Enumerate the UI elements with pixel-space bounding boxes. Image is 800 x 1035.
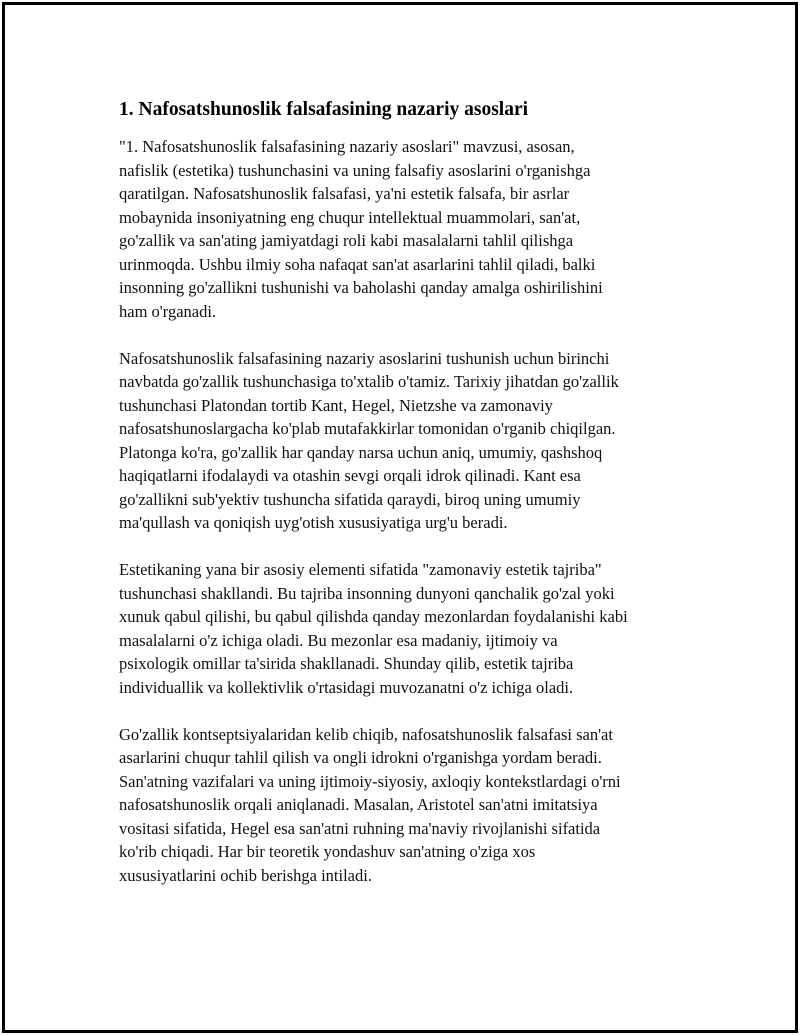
text-line: Platonga ko'ra, go'zallik har qanday narsa uchun aniq, umumiy, qashshoq xyxy=(119,442,603,462)
text-line: xususiyatlarini ochib berishga intiladi. xyxy=(119,865,372,885)
text-line: go'zallik va san'ating jamiyatdagi roli kabi masalalarni tahlil qilishga xyxy=(119,231,574,250)
text-line: navbatda go'zallik tushunchasiga to'xtalib o'tamiz. Tarixiy jihatdan go'zallik xyxy=(119,372,619,391)
text-line: psixologik omillar ta'sirida shakllanadi. Shunday qilib, estetik tajriba xyxy=(119,654,574,673)
text-line: nafosatshunoslik orqali aniqlanadi. Masalan, Aristotel san'atni imitatsiya xyxy=(119,795,598,814)
text-line: ko'rib chiqadi. Har bir teoretik yondashuv san'atning o'ziga xos xyxy=(119,842,536,861)
text-line: tushunchasi shakllandi. Bu tajriba insonning dunyoni qanchalik go'zal yoki xyxy=(119,583,615,603)
page-frame xyxy=(2,2,798,1033)
text-line: urinmoqda. Ushbu ilmiy soha nafaqat san'at asarlarini tahlil qiladi, balki xyxy=(119,254,596,274)
text-line: San'atning vazifalari va uning ijtimoiy-siyosiy, axloqiy kontekstlardagi o'rni xyxy=(119,771,621,791)
text-line: Estetikaning yana bir asosiy elementi sifatida "zamonaviy estetik tajriba" xyxy=(119,560,602,579)
text-line: nafosatshunoslargacha ko'plab mutafakkirlar tomonidan o'rganib chiqilgan. xyxy=(119,419,616,438)
text-line: individuallik va kollektivlik o'rtasidagi muvozanatni o'z ichiga oladi. xyxy=(119,677,574,697)
text-line: haqiqatlarni ifodalaydi va otashin sevgi orqali idrok qilinadi. Kant esa xyxy=(119,466,581,485)
paragraph-4 xyxy=(119,723,699,888)
paragraph-3 xyxy=(119,558,699,699)
text-line: qaratilgan. Nafosatshunoslik falsafasi, ya'ni estetik falsafa, bir asrlar xyxy=(119,184,570,203)
text-line: Go'zallik kontseptsiyalaridan kelib chiqib, nafosatshunoslik falsafasi san'at xyxy=(119,724,613,744)
text-line: insonning go'zallikni tushunishi va baholashi qanday amalga oshirilishini xyxy=(119,278,603,297)
text-line: masalalarni o'z ichiga oladi. Bu mezonlar esa madaniy, ijtimoiy va xyxy=(119,630,558,650)
paragraph-1 xyxy=(119,135,699,323)
document-body xyxy=(119,97,699,911)
text-line: "1. Nafosatshunoslik falsafasining nazariy asoslari" mavzusi, asosan, xyxy=(119,137,575,156)
paragraph-2 xyxy=(119,347,699,535)
text-line: Nafosatshunoslik falsafasining nazariy asoslarini tushunish uchun birinchi xyxy=(119,348,610,368)
text-line: xunuk qabul qilishi, bu qabul qilishda qanday mezonlardan foydalanishi kabi xyxy=(119,607,628,626)
text-line: ma'qullash va qoniqish uyg'otish xususiyatiga urg'u beradi. xyxy=(119,513,508,532)
text-line: go'zallikni sub'yektiv tushuncha sifatida qaraydi, biroq uning umumiy xyxy=(119,489,581,509)
text-line: mobaynida insoniyatning eng chuqur intellektual muammolari, san'at, xyxy=(119,207,581,227)
text-line: asarlarini chuqur tahlil qilish va ongli idrokni o'rganishga yordam beradi. xyxy=(119,748,602,767)
document-title: 1. Nafosatshunoslik falsafasining nazariy asoslari xyxy=(119,99,529,120)
text-line: tushunchasi Platondan tortib Kant, Hegel, Nietzshe va zamonaviy xyxy=(119,395,553,415)
text-line: nafislik (estetika) tushunchasini va uning falsafiy asoslarini o'rganishga xyxy=(119,160,591,180)
text-line: vositasi sifatida, Hegel esa san'atni ruhning ma'naviy rivojlanishi sifatida xyxy=(119,818,601,838)
text-line: ham o'rganadi. xyxy=(119,301,217,321)
